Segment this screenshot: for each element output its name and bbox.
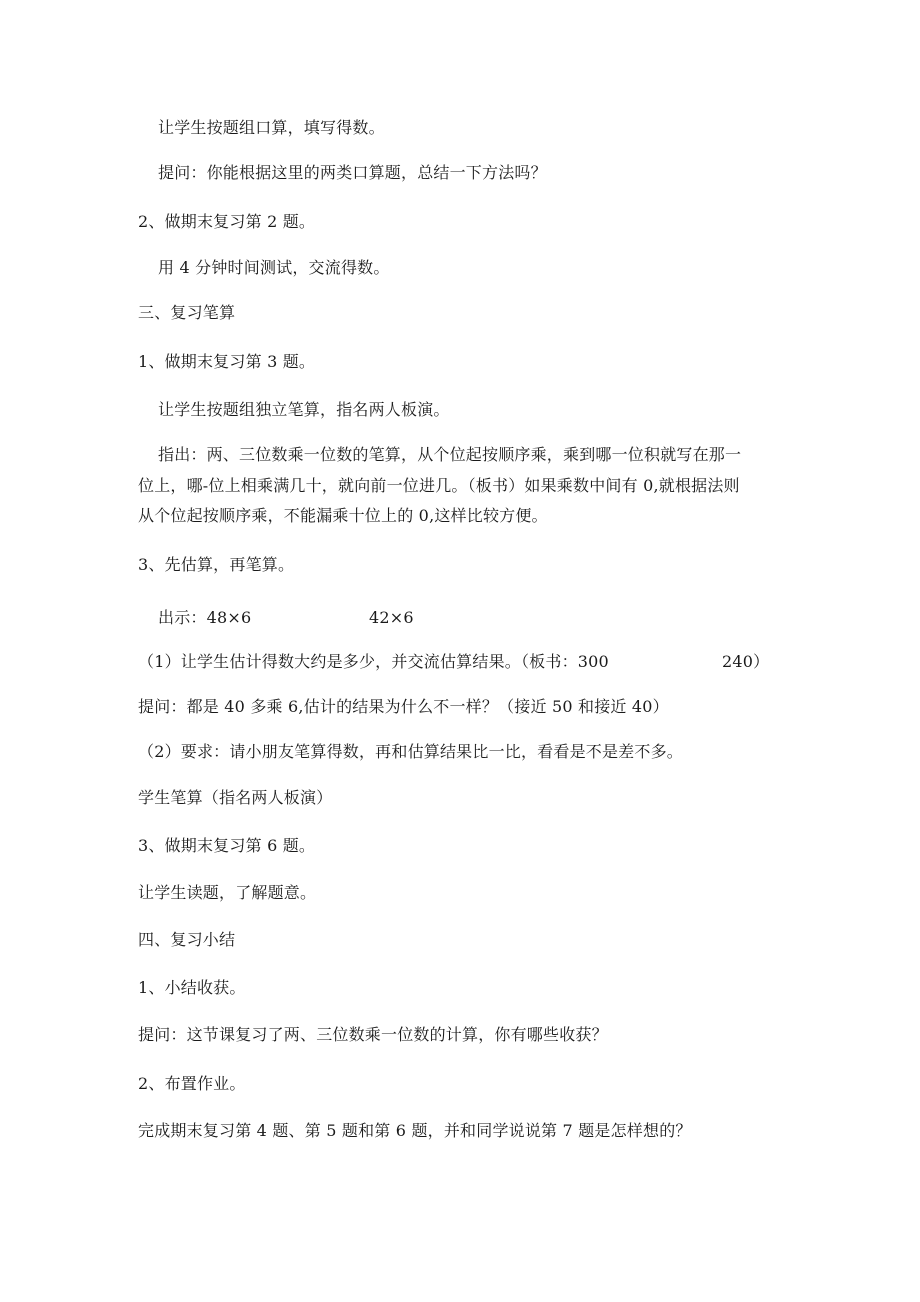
section-heading: 三、复习笔算 xyxy=(138,303,236,322)
text-line: 2、做期末复习第 2 题。 xyxy=(138,212,316,231)
text-line: 让学生读题，了解题意。 xyxy=(138,883,317,902)
text-line: 让学生按题组口算，填写得数。 xyxy=(158,118,385,137)
text-line: 3、先估算，再笔算。 xyxy=(138,555,295,574)
text-line: 提问：都是 40 多乘 6,估计的结果为什么不一样？（接近 50 和接近 40） xyxy=(138,697,669,716)
text-line: 42×6 xyxy=(369,608,414,627)
text-line: 2、布置作业。 xyxy=(138,1074,246,1093)
section-heading: 四、复习小结 xyxy=(138,930,236,949)
text-line: 出示：48×6 xyxy=(158,608,252,627)
text-line: 指出：两、三位数乘一位数的笔算，从个位起按顺序乘，乘到哪一位积就写在那一 xyxy=(158,445,742,464)
text-line: 1、小结收获。 xyxy=(138,978,246,997)
text-line: 从个位起按顺序乘，不能漏乘十位上的 0,这样比较方便。 xyxy=(138,506,548,525)
text-line: （1）让学生估计得数大约是多少，并交流估算结果。（板书：300 xyxy=(138,652,609,671)
text-line: 用 4 分钟时间测试，交流得数。 xyxy=(158,258,390,277)
text-line: 让学生按题组独立笔算，指名两人板演。 xyxy=(158,400,450,419)
text-line: 提问：这节课复习了两、三位数乘一位数的计算，你有哪些收获？ xyxy=(138,1025,608,1044)
text-line: 完成期末复习第 4 题、第 5 题和第 6 题，并和同学说说第 7 题是怎样想的？ xyxy=(138,1121,692,1140)
text-line: 1、做期末复习第 3 题。 xyxy=(138,352,316,371)
text-line: 学生笔算（指名两人板演） xyxy=(138,788,333,807)
text-line: 提问：你能根据这里的两类口算题，总结一下方法吗？ xyxy=(158,163,547,182)
text-line: 位上，哪-位上相乘满几十，就向前一位进几。（板书）如果乘数中间有 0,就根据法则 xyxy=(138,476,740,495)
text-line: （2）要求：请小朋友笔算得数，再和估算结果比一比，看看是不是差不多。 xyxy=(138,742,683,761)
text-line: 240） xyxy=(722,652,770,671)
text-line: 3、做期末复习第 6 题。 xyxy=(138,836,316,855)
